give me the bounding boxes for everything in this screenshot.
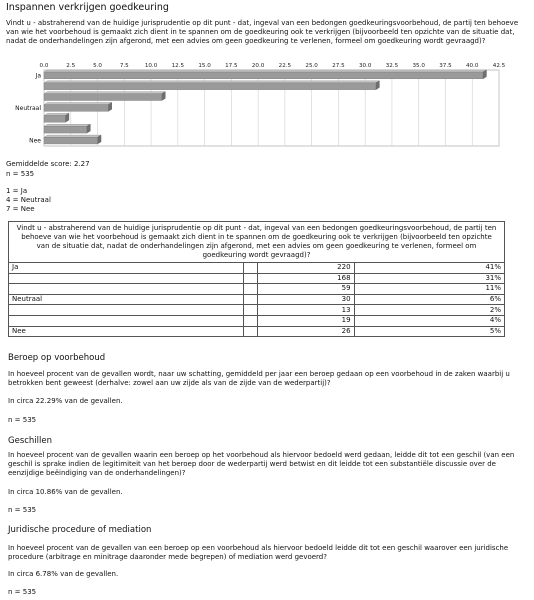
table-row [9, 326, 505, 337]
section-title: Juridische procedure of mediation [8, 525, 152, 535]
bar [44, 115, 65, 122]
bar-chart [0, 58, 534, 148]
row-empty [243, 284, 258, 295]
x-tick-label: 2.5 [66, 63, 76, 69]
x-tick-label: 35.0 [412, 63, 425, 69]
section-answer: In circa 6.78% van de gevallen. [8, 570, 119, 578]
x-tick-label: 22.5 [278, 63, 292, 69]
row-count: 19 [258, 315, 354, 326]
row-pct: 2% [354, 305, 504, 316]
section-title: Beroep op voorbehoud [8, 353, 106, 363]
row-label [9, 305, 244, 316]
row-pct: 11% [354, 284, 504, 295]
x-tick-label: 20.0 [251, 63, 265, 69]
scale-7: 7 = Nee [6, 205, 35, 213]
bar [44, 137, 98, 144]
category-label: Nee [29, 137, 41, 145]
row-label: Nee [9, 326, 244, 337]
table-header: Vindt u - abstraherend van de huidige jurisprudentie op dit punt - dat, ingeval van een bedongen goedkeuringsvoorbehoud, de partij ten behoeve van wie het voorbehoud is gemaakt zich dient in te spannen om de goedkeuring ook te verkrijgen (bijvoorbeeld ten opzichte van de situatie dat, nadat de onderhandelingen zijn afgerond, met een advies om geen goedkeuring te verlenen, formeel om goedkeuring wordt gevraagd)? [9, 222, 505, 263]
row-empty [243, 305, 258, 316]
table-row [9, 305, 505, 316]
x-tick-label: 32.5 [385, 63, 399, 69]
row-count: 59 [258, 284, 354, 295]
mean-score: Gemiddelde score: 2.27 [6, 160, 90, 168]
bar-top [44, 113, 69, 115]
x-tick-label: 7.5 [119, 63, 129, 69]
scale-1: 1 = Ja [6, 187, 28, 195]
bar-top [44, 70, 486, 72]
row-pct: 5% [354, 326, 504, 337]
table-row [9, 263, 505, 274]
bar-top [44, 81, 379, 83]
x-tick-label: 10.0 [144, 63, 158, 69]
x-tick-label: 37.5 [439, 63, 452, 69]
section-question: In hoeveel procent van de gevallen waarin een beroep op het voorbehoud als hiervoor bedoeld werd gedaan, leidde dit tot een geschil (van een geschil is sprake indien de legitimiteit van het beroep door de wederpartij werd betwist en dit leidde tot een substantiële discussie over de eenzijdige beëindiging van de onderhandelingen)? [8, 451, 515, 477]
row-pct: 4% [354, 315, 504, 326]
row-count: 26 [258, 326, 354, 337]
section-title: Geschillen [8, 436, 53, 446]
x-tick-label: 17.5 [225, 63, 238, 69]
row-label: Neutraal [9, 294, 244, 305]
bar-top [44, 135, 101, 137]
frequency-table [8, 221, 505, 337]
section-question: In hoeveel procent van de gevallen van een beroep op een voorbehoud als hiervoor bedoeld leidde dit tot een geschil waarover een juridische procedure (arbitrage en minitrage daaronder mede begrepen) of mediation werd gevoerd? [8, 544, 509, 561]
bar [44, 126, 87, 133]
table-row [9, 294, 505, 305]
table-row [9, 273, 505, 284]
row-empty [243, 294, 258, 305]
section-n: n = 535 [8, 506, 37, 514]
page-title: Inspannen verkrijgen goedkeuring [6, 2, 169, 13]
x-tick-label: 42.5 [492, 63, 506, 69]
row-empty [243, 326, 258, 337]
x-tick-label: 25.0 [305, 63, 318, 69]
bar [44, 94, 162, 101]
row-pct: 6% [354, 294, 504, 305]
row-count: 168 [258, 273, 354, 284]
x-tick-label: 0.0 [39, 63, 49, 69]
n-total: n = 535 [6, 170, 35, 178]
row-count: 30 [258, 294, 354, 305]
table-row [9, 315, 505, 326]
bar-top [44, 92, 165, 94]
bar [44, 83, 376, 90]
table-row [9, 284, 505, 295]
x-tick-label: 12.5 [171, 63, 185, 69]
x-tick-label: 15.0 [198, 63, 211, 69]
row-label: Ja [9, 263, 244, 274]
bar [44, 72, 483, 79]
section-n: n = 535 [8, 588, 37, 596]
scale-4: 4 = Neutraal [6, 196, 51, 204]
row-empty [243, 263, 258, 274]
section-answer: In circa 10.86% van de gevallen. [8, 488, 123, 496]
row-count: 13 [258, 305, 354, 316]
row-label [9, 315, 244, 326]
bar-top [44, 103, 112, 105]
bar [44, 105, 108, 112]
row-empty [243, 273, 258, 284]
row-pct: 31% [354, 273, 504, 284]
survey-question: Vindt u - abstraherend van de huidige jurisprudentie op dit punt - dat, ingeval van een bedongen goedkeuringsvoorbehoud, de partij ten behoeve van wie het voorbehoud is gemaakt zich dient in te spannen om de goedkeuring ook te verkrijgen (bijvoorbeeld ten opzichte van de situatie dat, nadat de onderhandelingen zijn afgerond, met een advies om geen goedkeuring te verlenen, formeel om goedkeuring wordt gevraagd)? [6, 19, 519, 45]
row-label [9, 273, 244, 284]
category-label: Ja [35, 72, 41, 80]
x-tick-label: 40.0 [466, 63, 479, 69]
category-label: Neutraal [15, 105, 41, 112]
section-question: In hoeveel procent van de gevallen wordt, naar uw schatting, gemiddeld per jaar een beroep gedaan op een voorbehoud in de zaken waarbij u betrokken bent geweest (derhalve: zowel aan uw zijde als van de zijde van de wederpartij)? [8, 370, 510, 387]
row-count: 220 [258, 263, 354, 274]
bar-top [44, 124, 90, 126]
chart-root [15, 63, 505, 146]
row-label [9, 284, 244, 295]
section-n: n = 535 [8, 416, 37, 424]
table-header-row [9, 222, 505, 263]
section-answer: In circa 22.29% van de gevallen. [8, 397, 123, 405]
x-tick-label: 5.0 [93, 63, 102, 69]
x-tick-label: 30.0 [358, 63, 372, 69]
row-empty [243, 315, 258, 326]
row-pct: 41% [354, 263, 504, 274]
x-tick-label: 27.5 [332, 63, 345, 69]
